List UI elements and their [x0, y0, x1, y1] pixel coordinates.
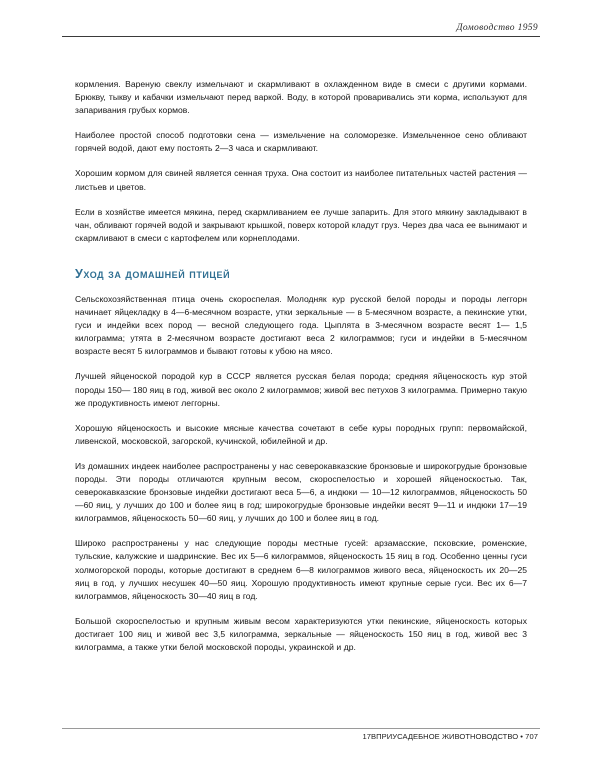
paragraph: Широко распространены у нас следующие породы местные гусей: арзамасские, псковские, роменские, тульские, калужские и шадринские. Вес их 5—6 килограммов, яйценоскость 15 яиц в год. Особенно ценны гуси холмогорской породы, которые достигают в среднем 6—8 килограммов живого веса, яйценоскость их 20—25 яиц в год, у лучших несушек 40—50 яиц. Хорошую продуктивность имеют крупные серые гуси. Вес их 6—7 килограммов, яйценоскость 30—40 яиц в год. — [75, 538, 527, 601]
paragraph: Хорошим кормом для свиней является сенная труха. Она состоит из наиболее питательных частей растения — листьев и цветов. — [75, 168, 527, 192]
paragraph: кормления. Вареную свеклу измельчают и скармливают в охлажденном виде в смеси с другими кормами. Брюкву, тыкву и кабачки измельчают перед варкой. Воду, в которой проваривались эти корма, используют для запаривания грубых кормов. — [75, 79, 527, 116]
section-heading: Уход за домашней птицей — [75, 266, 231, 281]
header-rule — [62, 36, 540, 37]
text-column — [75, 78, 527, 654]
paragraph: Хорошую яйценоскость и высокие мясные качества сочетают в себе куры породных групп: первомайской, ливенской, московской, загорской, кучинской, юбилейной и др. — [75, 422, 527, 446]
running-foot-text: 17ВПРИУСАДЕБНОЕ ЖИВОТНОВОДСТВО • 707 — [362, 732, 538, 741]
paragraph: Из домашних индеек наиболее распространены у нас северокавказские бронзовые и широкогрудые бронзовые породы. Эти породы отличаются крупным весом, скороспелостью и хорошей яйценоскостью. Так, северокавказские бронзовые индейки достигают веса 5—6, а индюки — 10—12 килограммов, яйценоскость 50—60 яиц, у лучших до 100 и более яиц в год; широкогрудые бронзовые индейки весят 9—11 и индюки 17—19 килограммов, яйценоскость 50—60 яиц, у лучших до 100 и более яиц в год. — [75, 460, 527, 524]
paragraph: Сельскохозяйственная птица очень скороспелая. Молодняк кур русской белой породы и породы леггорн начинает яйцекладку в 4—6-месячном возрасте, утки зеркальные — в 5-месячном возрасте, а пекинские утки, гуси и индейки всех пород — весной следующего года. Цыплята в 3-месячном возрасте весят 1— 1,5 килограмма; утята в 2-месячном возрасте достигают веса 2 килограммов; гуси и индейки в 5-месячном возрасте весят 5 килограммов и бывают готовы к убою на мясо. — [75, 293, 527, 357]
paragraph: Лучшей яйценоской породой кур в СССР является русская белая порода; средняя яйценоскость кур этой породы 150— 180 яиц в год, живой вес около 2 килограммов; живой вес петухов 3 килограмма. Примерно такую же продуктивность имеют леггорны. — [75, 371, 527, 408]
footer-rule — [62, 728, 540, 729]
paragraph: Наиболее простой способ подготовки сена — измельчение на соломорезке. Измельченное сено обливают горячей водой, дают ему постоять 2—3 часа и скармливают. — [75, 130, 527, 154]
running-head-text: Домоводство 1959 — [456, 23, 538, 33]
paragraph: Большой скороспелостью и крупным живым весом характеризуются утки пекинские, яйценоскость которых достигает 100 яиц и живой вес 3,5 килограмма, зеркальные — яйценоскость 150 яиц в год, живой вес 3 килограмма, а также утки белой московской породы, украинской и др. — [75, 615, 527, 652]
running-foot — [62, 731, 540, 747]
paragraph: Если в хозяйстве имеется мякина, перед скармливанием ее лучше запарить. Для этого мякину закладывают в чан, обливают горячей водой и закрывают крышкой, поверх которой кладут груз. Через два часа ее вынимают и скармливают в смеси с картофелем или корнеплодами. — [75, 206, 527, 243]
